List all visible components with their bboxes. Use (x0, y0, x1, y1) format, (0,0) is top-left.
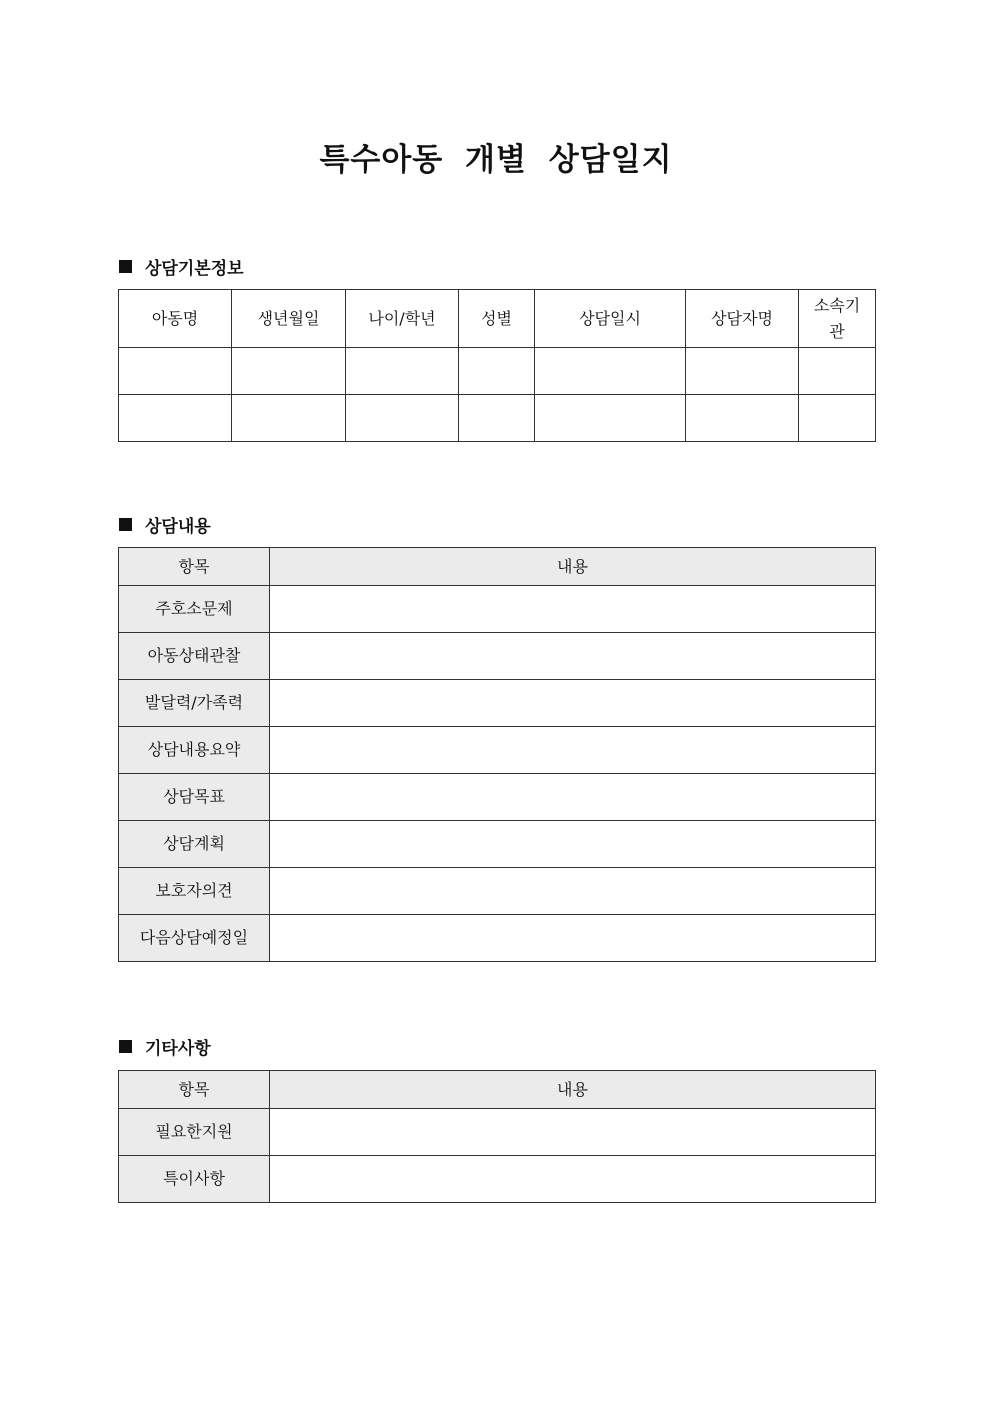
page-title: 특수아동 개별 상담일지 (319, 142, 673, 178)
row-label: 필요한지원 (119, 1109, 270, 1156)
row-label: 다음상담예정일 (119, 915, 270, 962)
row-label: 발달력/가족력 (119, 680, 270, 727)
section-heading-counsel-content (119, 512, 211, 537)
input-cell[interactable] (535, 348, 686, 395)
table-row (119, 868, 876, 915)
section-heading-basic-info (119, 254, 244, 279)
content-cell[interactable] (270, 1156, 876, 1203)
input-cell[interactable] (346, 395, 459, 442)
row-label: 보호자의견 (119, 868, 270, 915)
section-heading-label: 상담내용 (145, 517, 211, 537)
table-row (119, 348, 876, 395)
section-heading-etc (119, 1034, 211, 1059)
input-cell[interactable] (119, 395, 232, 442)
column-header: 아동명 (119, 290, 232, 348)
input-cell[interactable] (459, 395, 535, 442)
table-row (119, 1109, 876, 1156)
column-header-content: 내용 (270, 1071, 876, 1109)
basic-info-table (118, 289, 876, 442)
basic-info-header-row (119, 290, 876, 348)
input-cell[interactable] (459, 348, 535, 395)
content-cell[interactable] (270, 868, 876, 915)
content-cell[interactable] (270, 1109, 876, 1156)
table-row (119, 680, 876, 727)
content-cell[interactable] (270, 774, 876, 821)
square-bullet-icon (119, 260, 132, 273)
column-header-item: 항목 (119, 548, 270, 586)
column-header: 소속기관 (799, 290, 876, 348)
column-header-item: 항목 (119, 1071, 270, 1109)
table-row (119, 586, 876, 633)
row-label: 주호소문제 (119, 586, 270, 633)
input-cell[interactable] (799, 348, 876, 395)
content-cell[interactable] (270, 727, 876, 774)
row-label: 특이사항 (119, 1156, 270, 1203)
input-cell[interactable] (346, 348, 459, 395)
content-cell[interactable] (270, 586, 876, 633)
input-cell[interactable] (686, 348, 799, 395)
input-cell[interactable] (799, 395, 876, 442)
table-row (119, 395, 876, 442)
input-cell[interactable] (535, 395, 686, 442)
column-header: 나이/학년 (346, 290, 459, 348)
table-row (119, 915, 876, 962)
content-cell[interactable] (270, 680, 876, 727)
content-cell[interactable] (270, 915, 876, 962)
input-cell[interactable] (232, 348, 346, 395)
section-heading-label: 기타사항 (145, 1039, 211, 1059)
table-row (119, 727, 876, 774)
square-bullet-icon (119, 518, 132, 531)
section-heading-label: 상담기본정보 (145, 259, 244, 279)
row-label: 아동상태관찰 (119, 633, 270, 680)
input-cell[interactable] (232, 395, 346, 442)
input-cell[interactable] (686, 395, 799, 442)
table-row (119, 1156, 876, 1203)
row-label: 상담내용요약 (119, 727, 270, 774)
etc-header-row (119, 1071, 876, 1109)
column-header-content: 내용 (270, 548, 876, 586)
table-row (119, 821, 876, 868)
counsel-content-table (118, 547, 876, 962)
content-cell[interactable] (270, 821, 876, 868)
square-bullet-icon (119, 1040, 132, 1053)
column-header: 생년월일 (232, 290, 346, 348)
row-label: 상담목표 (119, 774, 270, 821)
table-row (119, 774, 876, 821)
row-label: 상담계획 (119, 821, 270, 868)
content-cell[interactable] (270, 633, 876, 680)
etc-table (118, 1070, 876, 1203)
table-row (119, 633, 876, 680)
column-header: 상담자명 (686, 290, 799, 348)
counsel-content-header-row (119, 548, 876, 586)
column-header: 성별 (459, 290, 535, 348)
column-header: 상담일시 (535, 290, 686, 348)
input-cell[interactable] (119, 348, 232, 395)
